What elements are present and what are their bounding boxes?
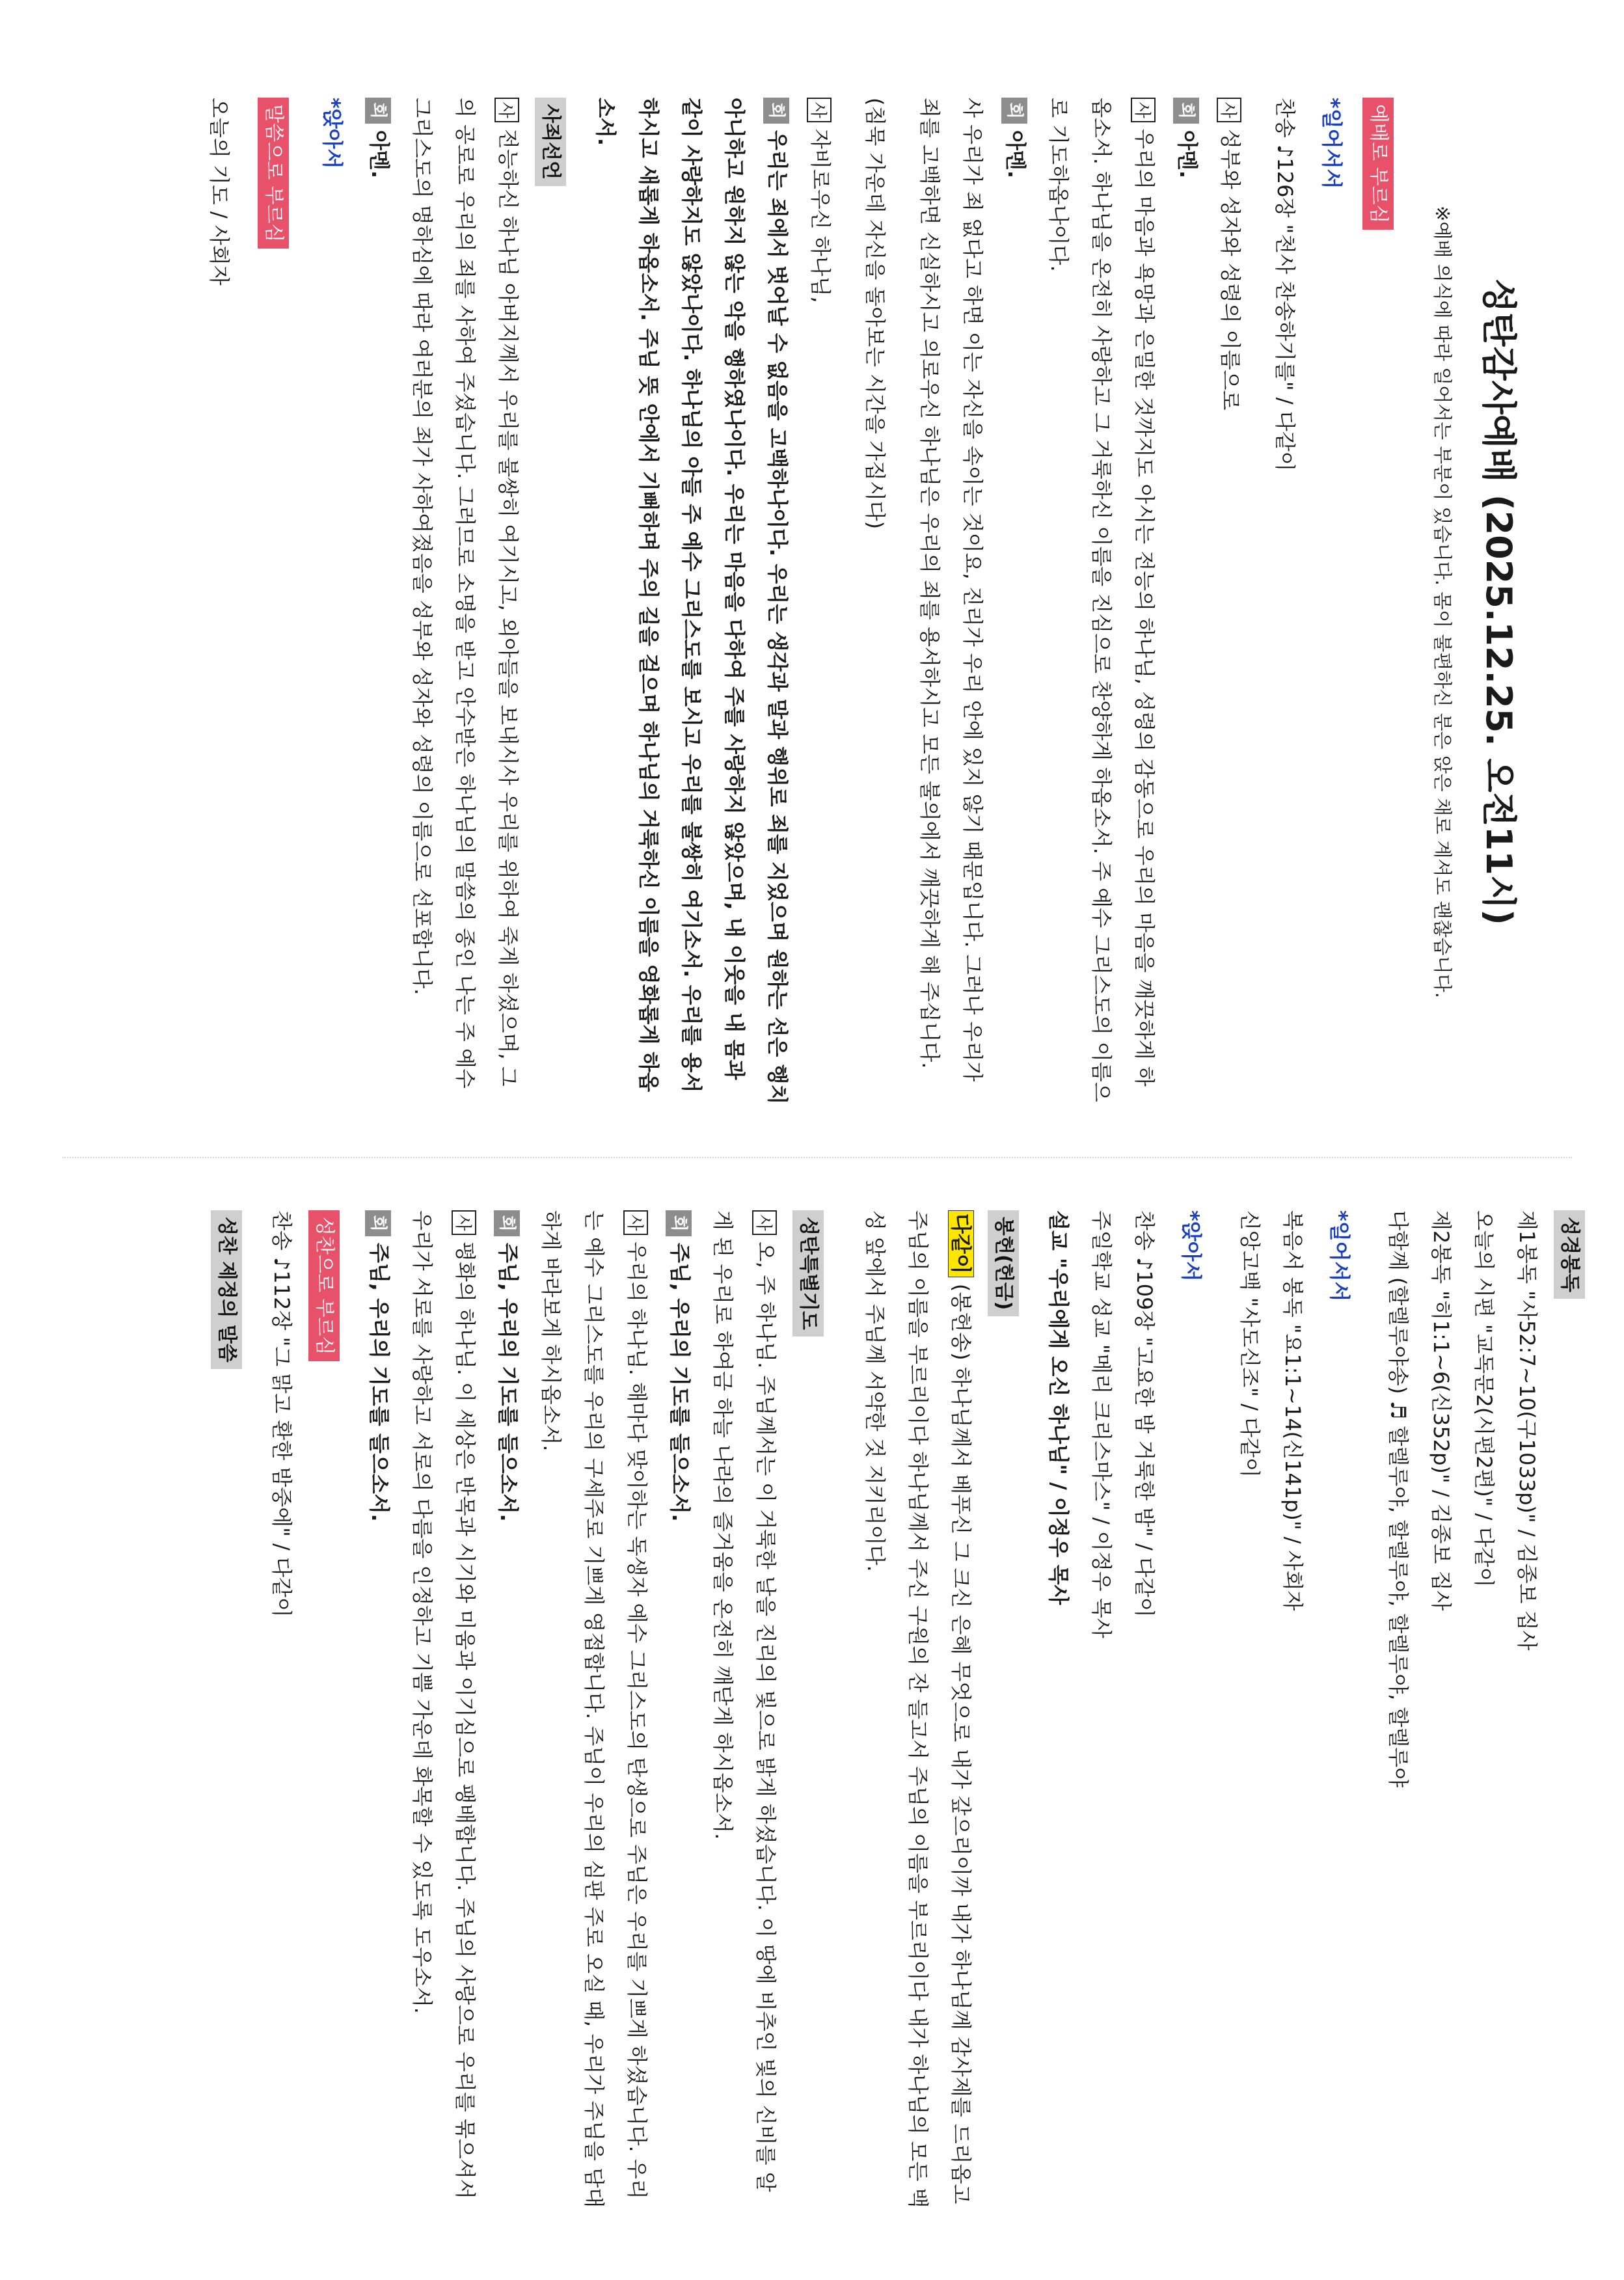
leader-tag: 사 bbox=[807, 98, 832, 122]
leader-tag: 사 bbox=[452, 1210, 476, 1235]
section-offering: 봉헌(헌금) bbox=[988, 1210, 1019, 1316]
intercession-response-2: 회주님, 우리의 기도를 들으소서. bbox=[487, 1210, 530, 2208]
confession-scripture: 사 우리가 죄 없다고 하면 이는 자신을 속이는 것이요, 진리가 우리 안에 있지 않기 때문입니다. 그러나 우리가 죄를 고백하면 신실하시고 의로우신 하나님은 우리의 죄를 용서하시고 모든 불의에서 깨끗하게 해 주십니다. bbox=[917, 98, 985, 1082]
congregation-tag: 회 bbox=[365, 1210, 391, 1236]
leader-tag: 사 bbox=[494, 98, 519, 122]
section-word: 말씀으로 부르심 bbox=[258, 98, 289, 249]
leader-tag: 사 bbox=[623, 1210, 648, 1235]
gospel-reading: 복음서 봉독 "요1:1~14(신141p)" / 사회자 bbox=[1280, 1210, 1305, 1611]
alleluia-song: 다함께 (할렐루야송) ♬ 할렐루야, 할렐루야, 할렐루야, 할렐루야 bbox=[1386, 1210, 1411, 1788]
section-call-to-worship: 예배로 부르심 bbox=[1362, 98, 1394, 230]
response-line-4: 회아멘. bbox=[358, 98, 401, 1106]
first-reading: 제1봉독 "사52:7~10(구1033p)" / 김종보 집사 bbox=[1515, 1210, 1539, 1651]
response-line-1: 회아멘. bbox=[1166, 98, 1209, 1106]
congregation-tag: 회 bbox=[494, 1210, 520, 1236]
prayer-of-the-day: 오늘의 기도 / 사회자 bbox=[207, 98, 232, 286]
congregation-tag: 회 bbox=[666, 1210, 692, 1236]
leader-line-3: 사자비로우신 하나님, bbox=[799, 98, 842, 1106]
leader-tag: 사 bbox=[1131, 98, 1156, 122]
intercession-response-1: 회주님, 우리의 기도를 들으소서. bbox=[658, 1210, 701, 2208]
section-words-of-institution: 성찬 제정의 말씀 bbox=[211, 1210, 242, 1369]
all-together-tag: 다같이 bbox=[948, 1210, 974, 1277]
stand-instruction-2: *일어서서 bbox=[1327, 1210, 1352, 1302]
congregation-tag: 회 bbox=[763, 98, 789, 124]
intercession-3: 사평화의 하나님. 이 세상은 반목과 시기와 미움과 이기심으로 팽배합니다. 주님의 사랑으로 우리를 묶으셔서 우리가 서로를 사랑하고 서로의 다름을 인정하고 기쁨 가운데 화목할 수 있도록 도우소서. bbox=[410, 1210, 478, 2199]
silence-instruction: (침묵 가운데 자신을 돌아보는 시간을 가집시다) bbox=[863, 98, 887, 530]
hymn-112: 찬송 ♪112장 "그 맑고 환한 밤중에" / 다같이 bbox=[269, 1210, 294, 1618]
sit-instruction: *앉아서 bbox=[320, 98, 345, 169]
offering-song: 다같이 (봉헌송) 하나님께서 베푸신 그 크신 은혜 무엇으로 내가 갚으리이까 내가 하나님께 감사제를 드리옵고 주님의 이름을 부르리이다 하나님께서 주신 구원의 잔 들고서 주님의 이름을 부르리이다 내가 하나님의 모든 백성 앞에서 주님께 서약한 것 지키리이다. bbox=[863, 1210, 973, 2208]
section-christmas-intercession: 성탄특별기도 bbox=[792, 1210, 824, 1337]
right-column bbox=[0, 1171, 1624, 2280]
sermon: 설교 "우리에게 오신 하나님" / 이정우 목사 bbox=[1046, 1210, 1071, 1605]
hymn-126: 찬송 ♪126장 "천사 찬송하기를" / 다같이 bbox=[1273, 98, 1297, 472]
stand-instruction: *일어서서 bbox=[1320, 98, 1344, 189]
center-fold-divider bbox=[62, 1157, 1572, 1158]
absolution-text: 사전능하신 하나님 아버지께서 우리를 불쌍히 여기시고, 외아들을 보내시사 우리를 위하여 죽게 하셨으며, 그의 공로로 우리의 죄를 사하여 주셨습니다. 그러므로 소명을 받고 안수받은 하나님의 말씀의 종인 나는 주 예수 그리스도의 명하심에 따라 여러분의 죄가 사하여졌음을 성부와 성자와 성령의 이름으로 선포합니다. bbox=[410, 98, 521, 1089]
leader-tag: 사 bbox=[752, 1210, 777, 1235]
confession-response: 회우리는 죄에서 벗어날 수 없음을 고백하나이다. 우리는 생각과 말과 행위로 죄를 지었으며 원하는 선은 행치 아니하고 원하지 않는 악을 행하였나이다. 우리는 마음을 다하여 주를 사랑하지 않았으며, 내 이웃을 내 몸과 같이 사랑하지도 않았나이다. 하나님의 아들 주 예수 그리스도를 보시고 우리를 불쌍히 여기소서. 우리를 용서하시고 새롭게 하옵소서. 주님 뜻 안에서 기뻐하며 주의 길을 걸으며 하나님의 거룩하신 이름을 영화롭게 하옵소서. bbox=[593, 98, 790, 1105]
apostles-creed: 신앙고백 "사도신조" / 다같이 bbox=[1238, 1210, 1262, 1478]
standing-notice: ※예배 의식에 따라 일어서는 부분이 있습니다. 몸이 불편하신 분은 앉은 채로 계셔도 괜찮습니다. bbox=[1431, 206, 1454, 998]
intercession-response-3: 회주님, 우리의 기도를 들으소서. bbox=[358, 1210, 401, 2208]
leader-tag: 사 bbox=[1217, 98, 1241, 122]
service-date: (2025.12.25. 오전11시) bbox=[1478, 494, 1519, 925]
second-reading: 제2봉독 "히1:1~6(신352p)" / 김종보 집사 bbox=[1429, 1210, 1454, 1611]
leader-line-1: 사성부와 성자와 성령의 이름으로 bbox=[1209, 98, 1252, 1106]
leader-line-2: 사우리의 마음과 욕망과 은밀한 것까지도 아시는 전능의 하나님, 성령의 감동으로 우리의 마음을 깨끗하게 하옵소서. 하나님을 온전히 사랑하고 그 거룩하신 이름을 진심으로 찬양하게 하옵소서. 주 예수 그리스도의 이름으로 기도하옵나이다. bbox=[1046, 98, 1157, 1102]
sunday-school-message: 주일학교 성교 "메리 크리스마스" / 이정우 목사 bbox=[1089, 1210, 1114, 1638]
section-scripture-reading: 성경봉독 bbox=[1554, 1210, 1585, 1299]
congregation-tag: 회 bbox=[1173, 98, 1199, 124]
section-absolution: 사죄선언 bbox=[535, 98, 566, 186]
sit-instruction-2: *앉아서 bbox=[1179, 1210, 1204, 1282]
page-title bbox=[1476, 98, 1526, 1106]
intercession-2: 사우리의 하나님. 해마다 맞이하는 독생자 예수 그리스도의 탄생으로 주님은 우리를 기쁘게 하셨습니다. 우리는 예수 그리스도를 우리의 구세주로 기쁘게 영접합니다. 주님이 우리의 심판 주로 오실 때, 우리가 주님을 담대하게 바라보게 하시옵소서. bbox=[539, 1210, 649, 2208]
service-title: 성탄감사예배 bbox=[1478, 278, 1519, 483]
intercession-1: 사오, 주 하나님. 주님께서는 이 거룩한 날을 진리의 빛으로 밝게 하셨습니다. 이 땅에 비추인 빛의 신비를 알게 된 우리로 하여금 하늘 나라의 즐거움을 온전히 깨닫게 하시옵소서. bbox=[710, 1210, 778, 2192]
section-call-to-eucharist: 성찬으로 부르심 bbox=[308, 1210, 340, 1361]
hymn-109: 찬송 ♪109장 "고요한 밤 거룩한 밤" / 다같이 bbox=[1132, 1210, 1157, 1618]
response-line-2: 회아멘. bbox=[994, 98, 1037, 1106]
congregation-tag: 회 bbox=[365, 98, 391, 124]
congregation-tag: 회 bbox=[1001, 98, 1027, 124]
psalm-of-the-day: 오늘의 시편 "교독문2(시편2편)" / 다같이 bbox=[1472, 1210, 1496, 1588]
